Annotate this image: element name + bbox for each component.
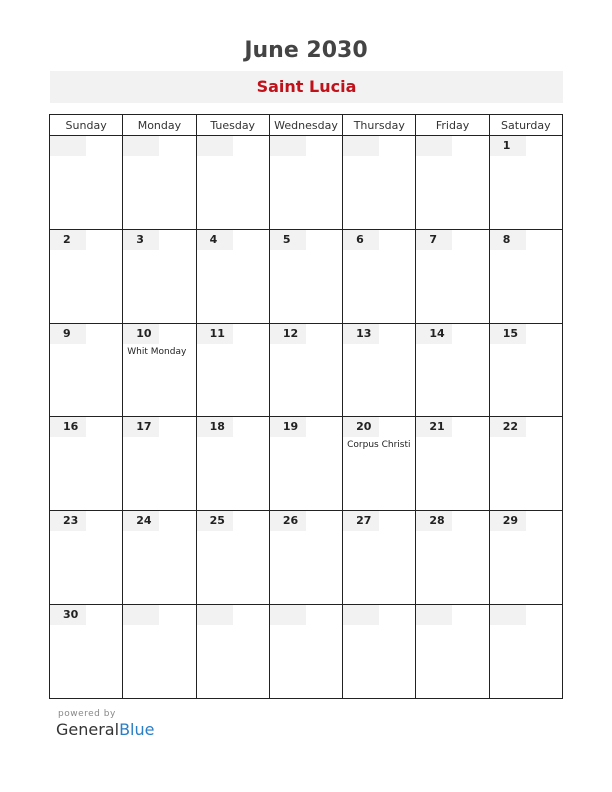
weekday-header-row — [50, 115, 563, 136]
country-name: Saint Lucia — [256, 77, 357, 96]
weekday-header-friday: Friday — [416, 115, 489, 136]
day-number: 8 — [490, 230, 526, 250]
day-cell[interactable] — [123, 229, 196, 323]
day-cell[interactable] — [416, 229, 489, 323]
day-cell[interactable] — [50, 229, 123, 323]
day-number — [123, 605, 159, 625]
calendar-grid — [49, 114, 563, 699]
day-number: 9 — [50, 324, 86, 344]
day-cell[interactable] — [50, 511, 123, 605]
day-cell — [343, 605, 416, 699]
day-cell — [123, 605, 196, 699]
week-row — [50, 136, 563, 230]
day-number: 29 — [490, 511, 526, 531]
week-row — [50, 229, 563, 323]
day-cell[interactable] — [489, 136, 562, 230]
day-cell[interactable] — [196, 229, 269, 323]
weekday-header-saturday: Saturday — [489, 115, 562, 136]
day-number: 20 — [343, 417, 379, 437]
week-row — [50, 605, 563, 699]
weekday-header-tuesday: Tuesday — [196, 115, 269, 136]
day-number: 6 — [343, 230, 379, 250]
generalblue-logo[interactable] — [56, 720, 154, 739]
day-cell[interactable] — [489, 511, 562, 605]
day-number — [343, 136, 379, 156]
day-number — [197, 605, 233, 625]
day-number: 28 — [416, 511, 452, 531]
day-number: 25 — [197, 511, 233, 531]
powered-by-text: powered by — [58, 709, 116, 719]
day-number: 22 — [490, 417, 526, 437]
week-row — [50, 511, 563, 605]
day-number: 15 — [490, 324, 526, 344]
day-cell[interactable] — [269, 417, 342, 511]
day-number: 26 — [270, 511, 306, 531]
holiday-label: Whit Monday — [127, 346, 187, 357]
weekday-header-thursday: Thursday — [343, 115, 416, 136]
day-cell[interactable] — [416, 417, 489, 511]
page-title: June 2030 — [244, 38, 368, 63]
day-number: 4 — [197, 230, 233, 250]
day-number: 7 — [416, 230, 452, 250]
day-cell[interactable] — [343, 229, 416, 323]
footer — [56, 709, 154, 739]
day-cell[interactable] — [196, 417, 269, 511]
day-number: 13 — [343, 324, 379, 344]
day-cell[interactable] — [343, 511, 416, 605]
day-number: 11 — [197, 324, 233, 344]
day-cell[interactable] — [269, 511, 342, 605]
day-number: 5 — [270, 230, 306, 250]
day-cell[interactable] — [269, 323, 342, 417]
day-cell[interactable] — [489, 417, 562, 511]
day-number: 1 — [490, 136, 526, 156]
day-number — [416, 136, 452, 156]
brand-blue: Blue — [119, 720, 155, 739]
day-cell — [269, 605, 342, 699]
day-number: 27 — [343, 511, 379, 531]
day-cell[interactable] — [269, 229, 342, 323]
weekday-header-monday: Monday — [123, 115, 196, 136]
brand-general: General — [56, 720, 120, 739]
day-number — [490, 605, 526, 625]
day-number — [270, 605, 306, 625]
day-number: 3 — [123, 230, 159, 250]
day-number: 17 — [123, 417, 159, 437]
holiday-label: Corpus Christi — [347, 440, 411, 451]
week-row — [50, 323, 563, 417]
day-cell[interactable] — [343, 417, 416, 511]
day-number: 30 — [50, 605, 86, 625]
day-cell — [196, 136, 269, 230]
day-number: 21 — [416, 417, 452, 437]
day-cell — [123, 136, 196, 230]
day-number — [50, 136, 86, 156]
day-cell[interactable] — [123, 323, 196, 417]
day-number — [343, 605, 379, 625]
day-number — [416, 605, 452, 625]
day-number — [197, 136, 233, 156]
day-cell — [416, 136, 489, 230]
day-number: 24 — [123, 511, 159, 531]
day-cell — [269, 136, 342, 230]
day-cell — [416, 605, 489, 699]
day-cell[interactable] — [196, 511, 269, 605]
week-row — [50, 417, 563, 511]
day-cell — [343, 136, 416, 230]
weekday-header-sunday: Sunday — [50, 115, 123, 136]
day-cell[interactable] — [50, 417, 123, 511]
day-cell[interactable] — [123, 417, 196, 511]
day-number: 16 — [50, 417, 86, 437]
day-number: 18 — [197, 417, 233, 437]
day-number: 10 — [123, 324, 159, 344]
calendar-body — [50, 136, 563, 699]
day-number — [270, 136, 306, 156]
day-cell[interactable] — [123, 511, 196, 605]
day-cell[interactable] — [343, 323, 416, 417]
day-number: 2 — [50, 230, 86, 250]
day-cell — [196, 605, 269, 699]
day-cell[interactable] — [50, 323, 123, 417]
day-number: 19 — [270, 417, 306, 437]
day-cell[interactable] — [489, 229, 562, 323]
day-cell[interactable] — [416, 511, 489, 605]
country-bar — [50, 71, 563, 103]
day-cell — [489, 605, 562, 699]
day-number: 23 — [50, 511, 86, 531]
day-cell[interactable] — [489, 323, 562, 417]
day-cell[interactable] — [416, 323, 489, 417]
day-number — [123, 136, 159, 156]
day-cell[interactable] — [50, 605, 123, 699]
day-number: 14 — [416, 324, 452, 344]
day-cell[interactable] — [196, 323, 269, 417]
day-cell — [50, 136, 123, 230]
day-number: 12 — [270, 324, 306, 344]
weekday-header-wednesday: Wednesday — [269, 115, 342, 136]
